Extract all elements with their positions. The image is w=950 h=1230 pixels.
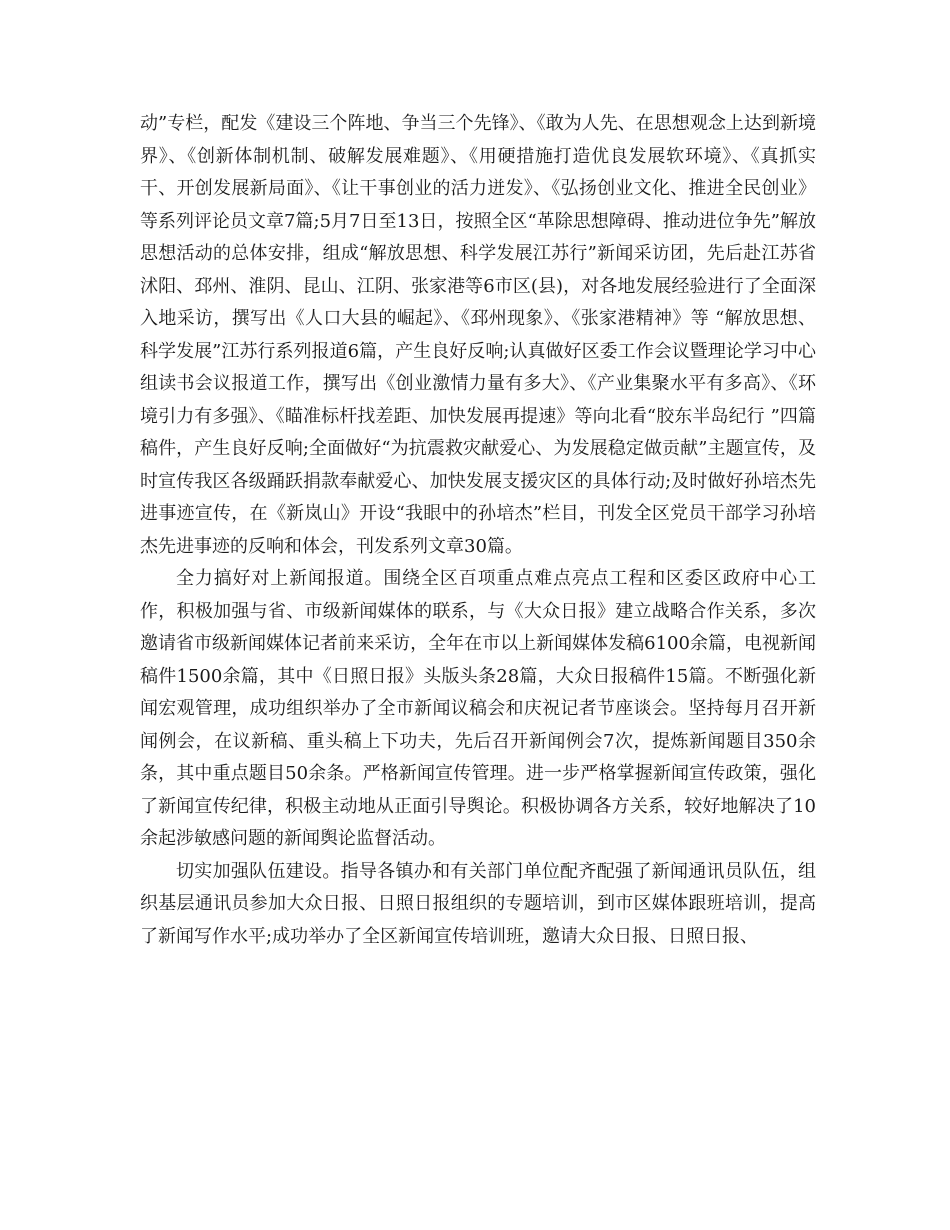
document-body [140,108,816,953]
paragraph-special-column-reports: 动”专栏，配发《建设三个阵地、争当三个先锋》、《敢为人先、在思想观念上达到新境界》、《创新体制机制、破解发展难题》、《用硬措施打造优良发展软环境》、《真抓实干、开创发展新局面》、《让干事创业的活力迸发》、《弘扬创业文化、推进全民创业》等系列评论员文章7篇;5月7日至13日，按照全区“革除思想障碍、推动进位争先”解放思想活动的总体安排，组成“解放思想、科学发展江苏行”新闻采访团，先后赴江苏省沭阳、邳州、淮阴、昆山、江阴、张家港等6市区(县)，对各地发展经验进行了全面深入地采访，撰写出《人口大县的崛起》、《邳州现象》、《张家港精神》等 “解放思想、科学发展”江苏行系列报道6篇，产生良好反响;认真做好区委工作会议暨理论学习中心组读书会议报道工作，撰写出《创业激情力量有多大》、《产业集聚水平有多高》、《环境引力有多强》、《瞄准标杆找差距、加快发展再提速》等向北看“胶东半岛纪行 ”四篇稿件，产生良好反响;全面做好“为抗震救灾献爱心、为发展稳定做贡献”主题宣传，及时宣传我区各级踊跃捐款奉献爱心、加快发展支援灾区的具体行动;及时做好孙培杰先进事迹宣传，在《新岚山》开设“我眼中的孙培杰”栏目，刊发全区党员干部学习孙培杰先进事迹的反响和体会，刊发系列文章30篇。 [140,113,816,557]
paragraph-team-building: 切实加强队伍建设。指导各镇办和有关部门单位配齐配强了新闻通讯员队伍，组织基层通讯员参加大众日报、日照日报组织的专题培训，到市区媒体跟班培训，提高了新闻写作水平;成功举办了全区新闻宣传培训班，邀请大众日报、日照日报、 [140,860,816,947]
paragraph-upper-level-news: 全力搞好对上新闻报道。围绕全区百项重点难点亮点工程和区委区政府中心工作，积极加强与省、市级新闻媒体的联系，与《大众日报》建立战略合作关系，多次邀请省市级新闻媒体记者前来采访，全年在市以上新闻媒体发稿6100余篇，电视新闻稿件1500余篇，其中《日照日报》头版头条28篇，大众日报稿件15篇。不断强化新闻宏观管理，成功组织举办了全市新闻议稿会和庆祝记者节座谈会。坚持每月召开新闻例会，在议新稿、重头稿上下功夫，先后召开新闻例会7次，提炼新闻题目350余条，其中重点题目50余条。严格新闻宣传管理。进一步严格掌握新闻宣传政策，强化了新闻宣传纪律，积极主动地从正面引导舆论。积极协调各方关系，较好地解决了10余起涉敏感问题的新闻舆论监督活动。 [140,568,816,849]
